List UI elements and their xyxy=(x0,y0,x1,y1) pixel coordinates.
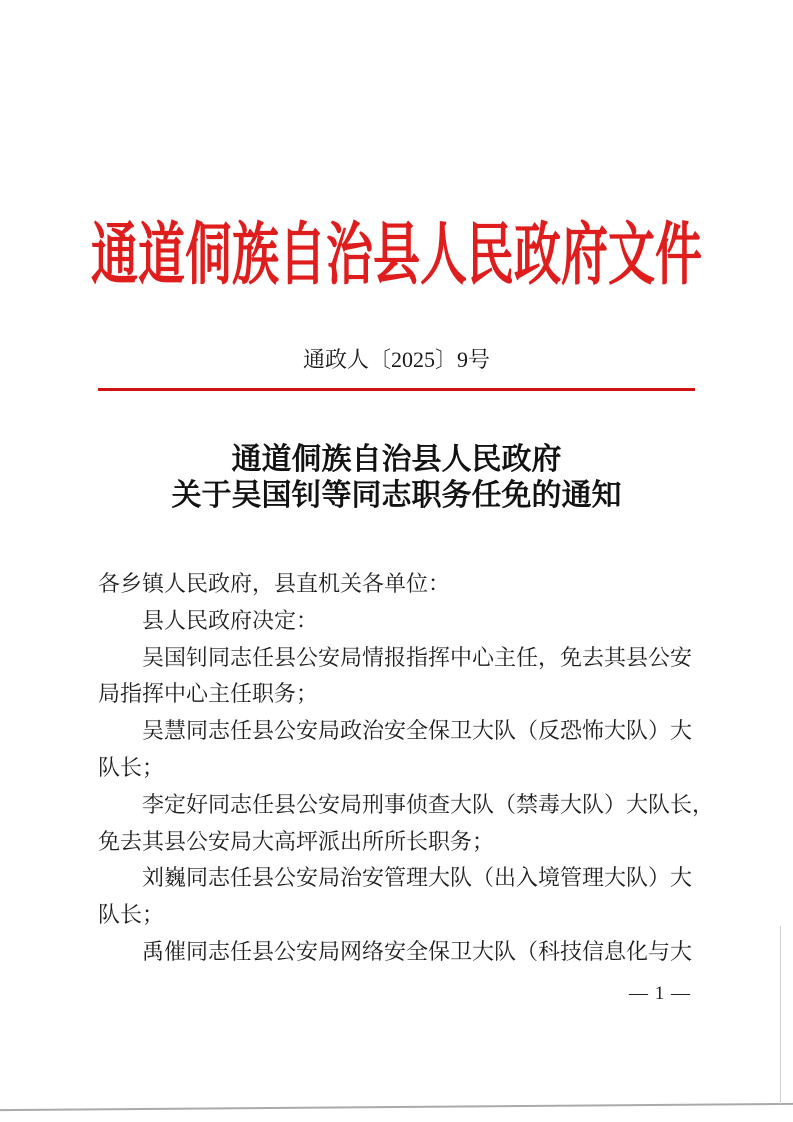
body-text-line: 刘巍同志任县公安局治安管理大队（出入境管理大队）大 xyxy=(142,865,693,891)
page-number: — 1 — xyxy=(629,983,691,1004)
page-right-edge xyxy=(780,926,781,1104)
document-title-line2: 关于吴国钊等同志职务任免的通知 xyxy=(171,479,622,512)
body-text-line: 县人民政府决定： xyxy=(142,607,319,633)
body-text-line: 禹催同志任县公安局网络安全保卫大队（科技信息化与大 xyxy=(142,938,693,964)
page-bottom-edge xyxy=(0,1103,793,1111)
body-text-line: 队长； xyxy=(98,902,165,928)
header-divider-line xyxy=(98,388,695,391)
document-header-title: 通道侗族自治县人民政府文件 xyxy=(91,218,702,294)
document-number: 通政人〔2025〕9号 xyxy=(302,347,490,372)
document-header xyxy=(0,220,793,298)
body-text-line: 局指挥中心主任职务； xyxy=(98,681,319,707)
body-text-line: 各乡镇人民政府，县直机关各单位： xyxy=(98,571,451,596)
body-text-line: 吴慧同志任县公安局政治安全保卫大队（反恐怖大队）大 xyxy=(142,718,693,744)
body-text-line: 吴国钊同志任县公安局情报指挥中心主任，免去其县公安 xyxy=(142,644,693,670)
body-text-line: 队长； xyxy=(98,754,165,780)
document-title xyxy=(0,442,793,514)
document-body xyxy=(98,566,715,971)
body-text-line: 免去其县公安局大高坪派出所所长职务； xyxy=(98,828,495,854)
document-title-line1: 通道侗族自治县人民政府 xyxy=(231,443,562,476)
body-text-line: 李定好同志任县公安局刑事侦查大队（禁毒大队）大队长， xyxy=(142,791,715,817)
